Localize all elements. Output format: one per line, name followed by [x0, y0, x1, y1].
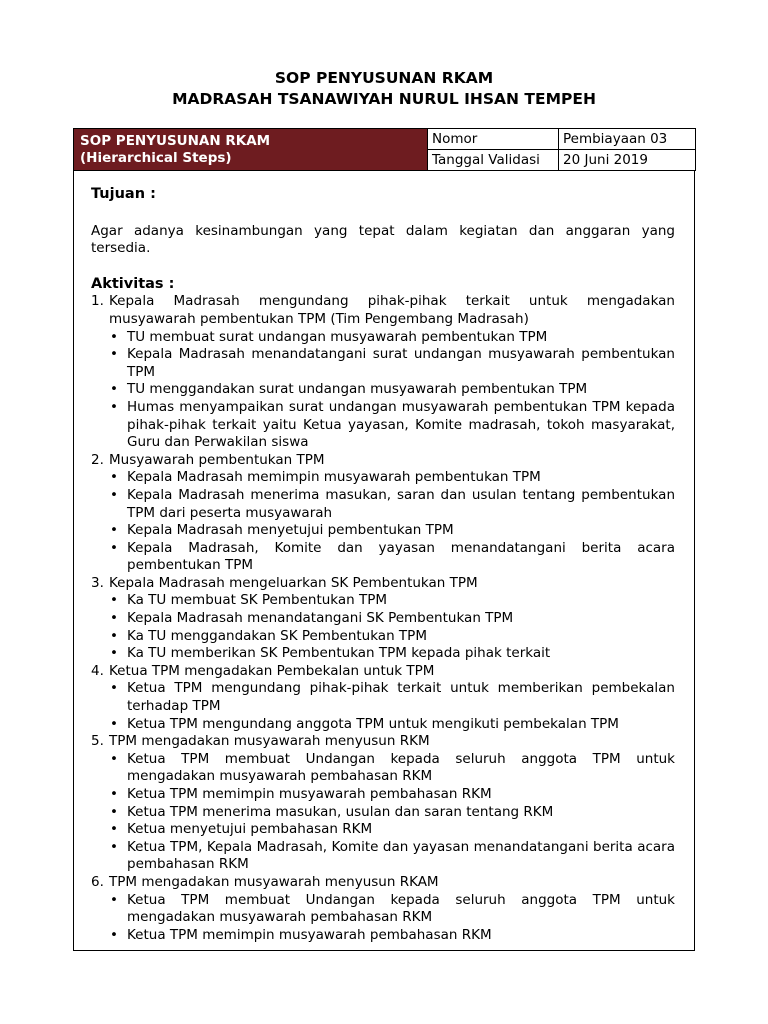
step-text: TPM mengadakan musyawarah menyusun RKAM [109, 873, 439, 890]
bullet-item: • Ketua TPM memimpin musyawarah pembahasan RKM [91, 786, 675, 804]
step-text: Kepala Madrasah mengundang pihak-pihak terkait untuk mengadakan musyawarah pembentukan TPM (Tim Pengembang Madrasah) [109, 293, 675, 327]
document-body [91, 186, 675, 944]
aktivitas-steps [91, 293, 675, 944]
bullet-item: • Ketua TPM mengundang pihak-pihak terkait untuk memberikan pembekalan terhadap TPM [91, 680, 675, 715]
tujuan-text: Agar adanya kesinambungan yang tepat dalam kegiatan dan anggaran yang tersedia. [91, 222, 675, 257]
bullet-item: • Kepala Madrasah, Komite dan yayasan menandatangani berita acara pembentukan TPM [91, 540, 675, 575]
bullet-item: • Ketua TPM mengundang anggota TPM untuk mengikuti pembekalan TPM [91, 716, 675, 734]
aktivitas-heading: Aktivitas : [91, 275, 175, 292]
sop-subtitle: (Hierarchical Steps) [80, 149, 232, 166]
bullet-item: • TU membuat surat undangan musyawarah pembentukan TPM [91, 329, 675, 347]
bullet-item: • Humas menyampaikan surat undangan musyawarah pembentukan TPM kepada pihak-pihak terkait yaitu Ketua yayasan, Komite madrasah, tokoh masyarakat, Guru dan Perwakilan siswa [91, 399, 675, 452]
step-number: 6. [91, 873, 104, 890]
step-bullet-list [91, 892, 675, 945]
sop-title: SOP PENYUSUNAN RKAM [80, 132, 271, 149]
tujuan-heading: Tujuan : [91, 186, 156, 202]
step-number: 1. [91, 293, 104, 310]
activity-step-1 [91, 293, 675, 328]
step-number: 5. [91, 733, 104, 750]
bullet-item: • Kepala Madrasah menyetujui pembentukan TPM [91, 522, 675, 540]
bullet-item: • Ka TU membuat SK Pembentukan TPM [91, 592, 675, 610]
sop-info-table [73, 128, 696, 171]
step-bullet-list [91, 592, 675, 662]
nomor-value: Pembiayaan 03 [559, 129, 696, 150]
step-bullet-list [91, 751, 675, 874]
bullet-item: • Kepala Madrasah menerima masukan, saran dan usulan tentang pembentukan TPM dari peserta musyawarah [91, 487, 675, 522]
step-number: 4. [91, 662, 104, 679]
bullet-item: • Kepala Madrasah menandatangani SK Pembentukan TPM [91, 610, 675, 628]
step-text: Ketua TPM mengadakan Pembekalan untuk TPM [109, 662, 435, 679]
step-bullet-list [91, 680, 675, 733]
bullet-item: • Ketua TPM, Kepala Madrasah, Komite dan yayasan menandatangani berita acara pembahasan RKM [91, 839, 675, 874]
tanggal-value: 20 Juni 2019 [559, 150, 696, 171]
step-text: Kepala Madrasah mengeluarkan SK Pembentukan TPM [109, 574, 478, 591]
title-line-2: MADRASAH TSANAWIYAH NURUL IHSAN TEMPEH [172, 90, 596, 108]
bullet-item: • Kepala Madrasah menandatangani surat undangan musyawarah pembentukan TPM [91, 346, 675, 381]
bullet-item: • Ketua TPM membuat Undangan kepada seluruh anggota TPM untuk mengadakan musyawarah pembahasan RKM [91, 892, 675, 927]
title-line-1: SOP PENYUSUNAN RKAM [274, 69, 494, 87]
step-text: TPM mengadakan musyawarah menyusun RKM [109, 733, 430, 750]
activity-step-2 [91, 452, 675, 470]
step-bullet-list [91, 469, 675, 575]
activity-step-6 [91, 874, 675, 892]
step-text: Musyawarah pembentukan TPM [109, 451, 325, 468]
activity-step-4 [91, 663, 675, 681]
step-bullet-list [91, 329, 675, 452]
bullet-item: • Kepala Madrasah memimpin musyawarah pembentukan TPM [91, 469, 675, 487]
activity-step-5 [91, 733, 675, 751]
bullet-item: • Ketua TPM memimpin musyawarah pembahasan RKM [91, 927, 675, 945]
sop-title-cell [74, 129, 428, 171]
activity-step-3 [91, 575, 675, 593]
bullet-item: • Ketua TPM membuat Undangan kepada seluruh anggota TPM untuk mengadakan musyawarah pembahasan RKM [91, 751, 675, 786]
bullet-item: • TU menggandakan surat undangan musyawarah pembentukan TPM [91, 381, 675, 399]
bullet-item: • Ka TU memberikan SK Pembentukan TPM kepada pihak terkait [91, 645, 675, 663]
bullet-item: • Ketua menyetujui pembahasan RKM [91, 821, 675, 839]
bullet-item: • Ka TU menggandakan SK Pembentukan TPM [91, 628, 675, 646]
bullet-item: • Ketua TPM menerima masukan, usulan dan saran tentang RKM [91, 804, 675, 822]
document-title [0, 68, 768, 110]
nomor-label: Nomor [428, 129, 559, 150]
tanggal-label: Tanggal Validasi [428, 150, 559, 171]
step-number: 3. [91, 574, 104, 591]
step-number: 2. [91, 451, 104, 468]
